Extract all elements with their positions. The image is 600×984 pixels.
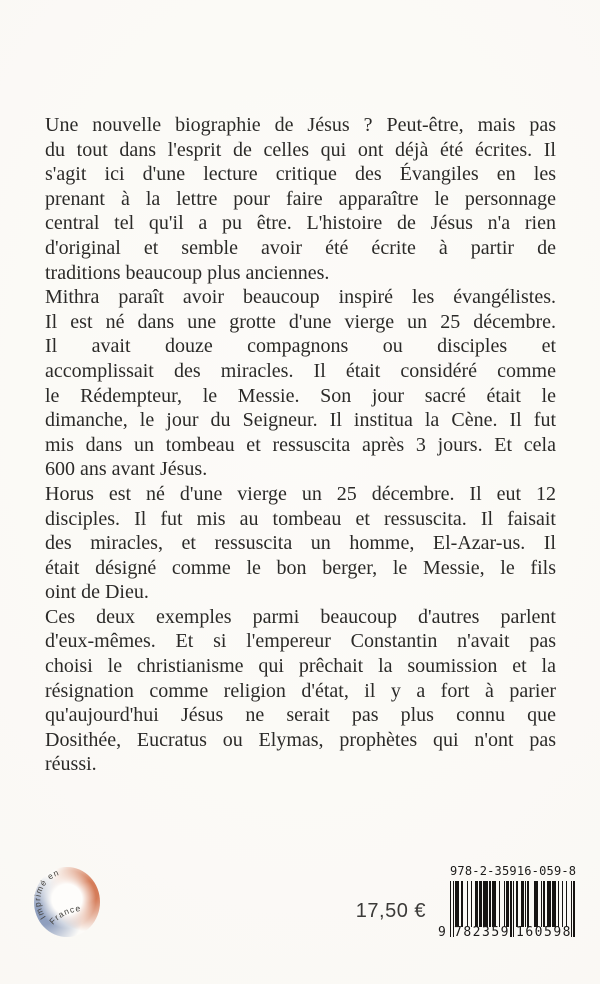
blurb-line: était désigné comme le bon berger, le Messie, le fils (45, 556, 556, 579)
blurb-line: traditions beaucoup plus anciennes. (45, 261, 330, 284)
stamp-line1: Imprimé en (32, 867, 61, 922)
isbn-barcode (438, 864, 577, 940)
blurb-line: Il est né dans une grotte d'une vierge un 25 décembre. (45, 310, 556, 333)
blurb-paragraph (45, 285, 556, 482)
blurb-line: central tel qu'il a pu être. L'histoire de Jésus n'a rien (45, 212, 556, 235)
blurb-line: réussi. (45, 753, 97, 776)
blurb-line: mis dans un tombeau et ressuscita après 3 jours. Et cela (45, 433, 556, 456)
blurb-paragraph (45, 113, 556, 285)
blurb-line: Il avait douze compagnons ou disciples et (45, 335, 556, 358)
blurb-line: Ces deux exemples parmi beaucoup d'autres parlent (45, 605, 556, 628)
stamp-text (33, 863, 103, 940)
blurb-line: qu'aujourd'hui Jésus ne serait pas plus connu que (45, 704, 556, 727)
blurb-line: 600 ans avant Jésus. (45, 458, 208, 481)
ean-digits-right: 160598 (516, 925, 572, 940)
blurb-line: dimanche, le jour du Seigneur. Il institua la Cène. Il fut (45, 409, 556, 432)
blurb-line: d'eux-mêmes. Et si l'empereur Constantin n'avait pas (45, 630, 556, 653)
svg-text:France (47, 903, 81, 926)
blurb-line: résignation comme religion d'état, il y a fort à parier (45, 679, 556, 702)
stamp-line2: France (47, 902, 82, 927)
blurb-text (45, 113, 556, 777)
blurb-line: Horus est né d'une vierge un 25 décembre. Il eut 12 (45, 482, 556, 505)
blurb-paragraph (45, 482, 556, 605)
blurb-line: accomplissait des miracles. Il était considéré comme (45, 359, 556, 382)
isbn-number: 978-2-35916-059-8 (450, 864, 577, 878)
blurb-line: oint de Dieu. (45, 581, 149, 604)
blurb-line: prenant à la lettre pour faire apparaître le personnage (45, 187, 556, 210)
blurb-line: d'original et semble avoir été écrite à partir de (45, 236, 556, 259)
ean-digit-first: 9 (438, 925, 446, 940)
printed-in-france-stamp (33, 863, 103, 940)
blurb-line: Une nouvelle biographie de Jésus ? Peut-être, mais pas (45, 114, 556, 136)
blurb-line: disciples. Il fut mis au tombeau et ressuscita. Il faisait (45, 507, 556, 530)
blurb-line: des miracles, et ressuscita un homme, El-Azar-us. Il (45, 532, 556, 555)
ean-digits-left: 782359 (454, 925, 510, 940)
blurb-line: Mithra paraît avoir beaucoup inspiré les évangélistes. (45, 286, 556, 309)
price-label: 17,50 € (355, 900, 426, 922)
blurb-line: s'agit ici d'une lecture critique des Évangiles en les (45, 163, 556, 186)
ean-digits (438, 881, 576, 940)
barcode-bars (438, 881, 576, 940)
blurb-line: choisi le christianisme qui prêchait la soumission et la (45, 655, 556, 678)
blurb-line: le Rédempteur, le Messie. Son jour sacré était le (45, 384, 556, 407)
blurb-line: Dosithée, Eucratus ou Elymas, prophètes qui n'ont pas (45, 728, 556, 751)
blurb-line: du tout dans l'esprit de celles qui ont déjà été écrites. Il (45, 138, 556, 161)
blurb-paragraph (45, 605, 556, 777)
